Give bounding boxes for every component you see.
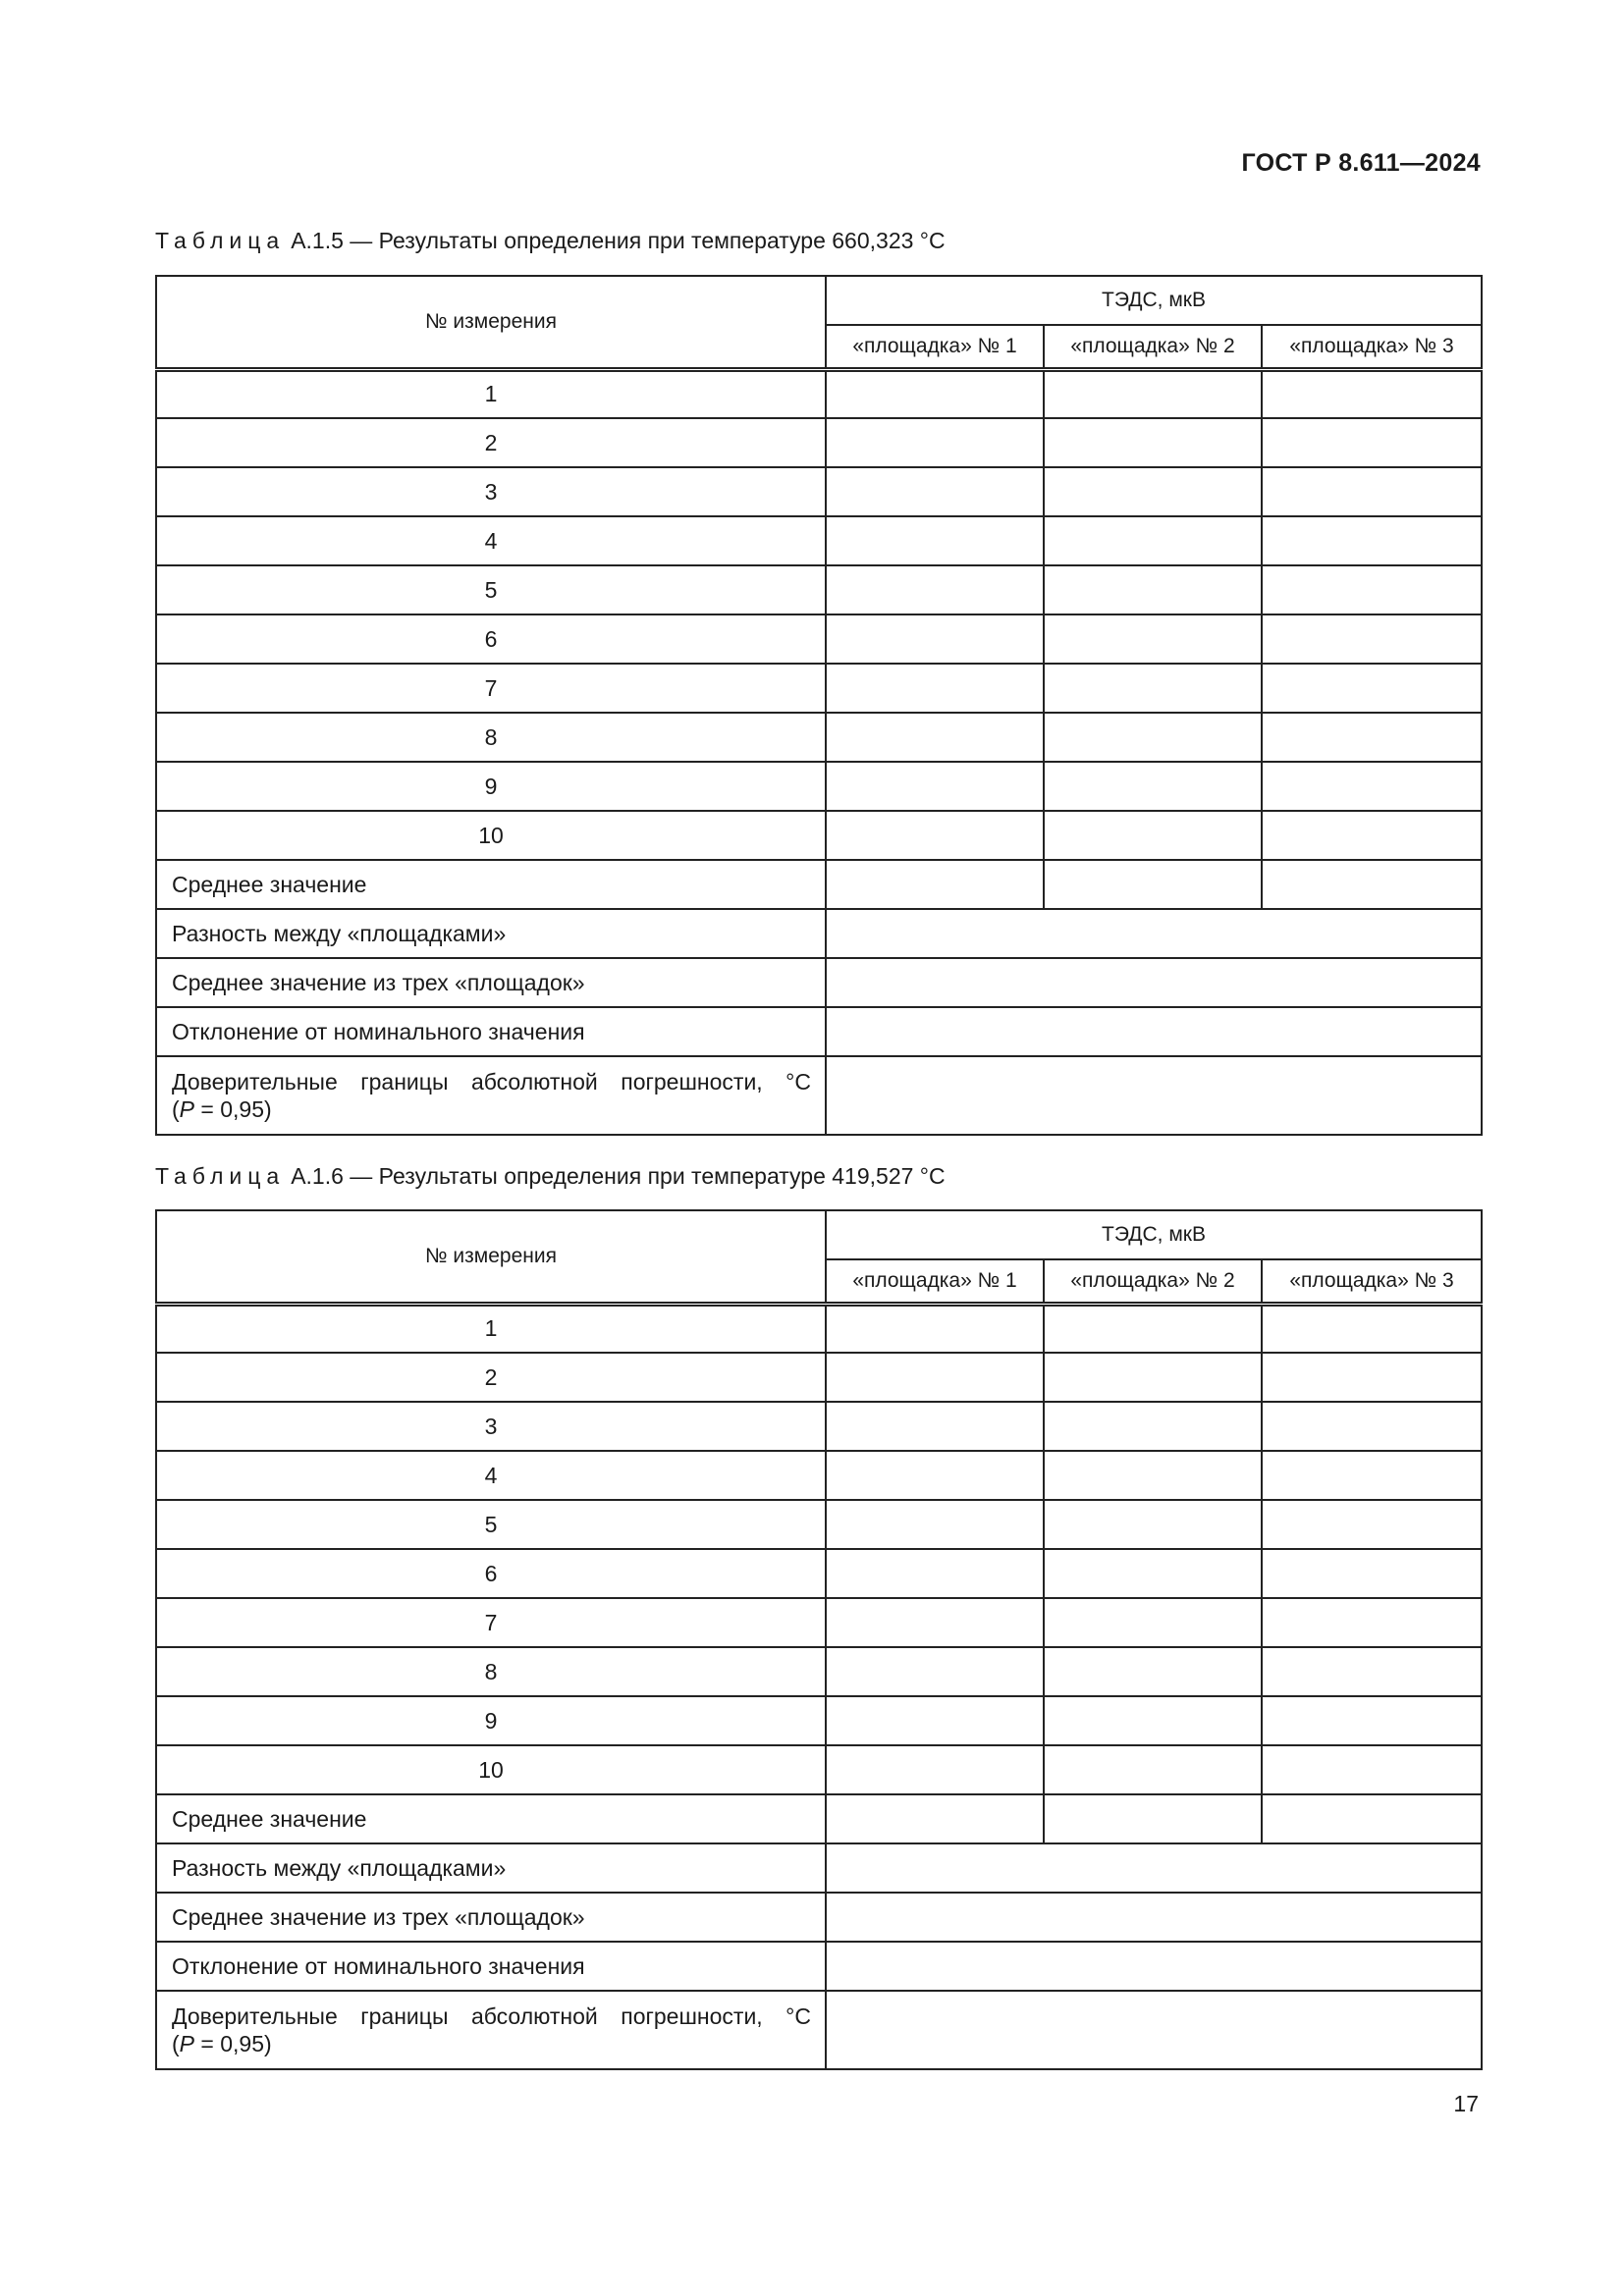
results-table-a16	[155, 1209, 1483, 2070]
value-cell	[1262, 1745, 1482, 1794]
value-cell	[1044, 614, 1262, 664]
mean-label: Среднее значение	[156, 1794, 826, 1843]
value-cell	[1262, 418, 1482, 467]
summary-value-cell	[826, 1991, 1482, 2069]
value-cell	[1262, 1794, 1482, 1843]
table-row	[156, 713, 1482, 762]
summary-row	[156, 909, 1482, 958]
value-cell	[1262, 1500, 1482, 1549]
measurement-number: 6	[156, 614, 826, 664]
measurement-number: 7	[156, 664, 826, 713]
value-cell	[826, 1402, 1044, 1451]
header-site-2: «площадка» № 2	[1044, 1259, 1262, 1304]
results-table-a15	[155, 275, 1483, 1136]
confidence-label	[156, 1991, 826, 2069]
table-row	[156, 1500, 1482, 1549]
measurement-number: 1	[156, 1304, 826, 1353]
value-cell	[1262, 860, 1482, 909]
measurement-number: 3	[156, 1402, 826, 1451]
value-cell	[1044, 418, 1262, 467]
value-cell	[826, 811, 1044, 860]
table-row	[156, 1304, 1482, 1353]
caption-text: А.1.6 — Результаты определения при температуре 419,527 °С	[291, 1163, 946, 1189]
value-cell	[1044, 664, 1262, 713]
summary-row	[156, 1893, 1482, 1942]
p-value: = 0,95)	[194, 2031, 272, 2056]
value-cell	[1044, 860, 1262, 909]
value-cell	[1262, 516, 1482, 565]
value-cell	[826, 369, 1044, 418]
value-cell	[1044, 1549, 1262, 1598]
caption-prefix: Таблица	[155, 228, 286, 253]
p-value: = 0,95)	[194, 1096, 272, 1122]
table-row	[156, 1745, 1482, 1794]
measurement-number: 8	[156, 713, 826, 762]
value-cell	[826, 565, 1044, 614]
value-cell	[1262, 1598, 1482, 1647]
value-cell	[1044, 1304, 1262, 1353]
summary-label: Разность между «площадками»	[156, 909, 826, 958]
summary-value-cell	[826, 909, 1482, 958]
measurement-number: 5	[156, 565, 826, 614]
measurement-number: 2	[156, 418, 826, 467]
value-cell	[1262, 1353, 1482, 1402]
measurement-number: 9	[156, 1696, 826, 1745]
value-cell	[1262, 1549, 1482, 1598]
header-tedc: ТЭДС, мкВ	[826, 1210, 1482, 1259]
measurement-number: 5	[156, 1500, 826, 1549]
table-row	[156, 467, 1482, 516]
header-tedc: ТЭДС, мкВ	[826, 276, 1482, 325]
value-cell	[826, 762, 1044, 811]
value-cell	[826, 1353, 1044, 1402]
value-cell	[1262, 1647, 1482, 1696]
measurement-number: 4	[156, 516, 826, 565]
summary-label: Отклонение от номинального значения	[156, 1007, 826, 1056]
value-cell	[1262, 664, 1482, 713]
summary-value-cell	[826, 1942, 1482, 1991]
value-cell	[1044, 369, 1262, 418]
measurement-number: 7	[156, 1598, 826, 1647]
measurement-number: 6	[156, 1549, 826, 1598]
summary-value-cell	[826, 1893, 1482, 1942]
table-row	[156, 614, 1482, 664]
document-code: ГОСТ Р 8.611—2024	[1241, 149, 1481, 177]
table-row	[156, 369, 1482, 418]
header-site-3: «площадка» № 3	[1262, 1259, 1482, 1304]
value-cell	[1044, 1402, 1262, 1451]
measurement-number: 8	[156, 1647, 826, 1696]
value-cell	[1044, 1794, 1262, 1843]
header-site-3: «площадка» № 3	[1262, 325, 1482, 369]
measurement-number: 3	[156, 467, 826, 516]
confidence-p: (P = 0,95)	[172, 1096, 272, 1122]
confidence-line: Доверительные границы абсолютной погрешности, °С	[172, 1069, 811, 1095]
value-cell	[1262, 762, 1482, 811]
value-cell	[1262, 369, 1482, 418]
value-cell	[1262, 811, 1482, 860]
header-measure: № измерения	[156, 1210, 826, 1304]
value-cell	[1044, 1647, 1262, 1696]
value-cell	[826, 1745, 1044, 1794]
measurement-number: 10	[156, 811, 826, 860]
table-row	[156, 516, 1482, 565]
value-cell	[1262, 1696, 1482, 1745]
table-row	[156, 762, 1482, 811]
confidence-row	[156, 1991, 1482, 2069]
header-site-1: «площадка» № 1	[826, 325, 1044, 369]
mean-label: Среднее значение	[156, 860, 826, 909]
measurement-number: 10	[156, 1745, 826, 1794]
confidence-label	[156, 1056, 826, 1135]
value-cell	[1262, 1402, 1482, 1451]
value-cell	[1262, 565, 1482, 614]
page-number: 17	[1453, 2091, 1479, 2116]
value-cell	[1262, 1304, 1482, 1353]
caption-text: А.1.5 — Результаты определения при температуре 660,323 °С	[291, 228, 946, 253]
value-cell	[826, 1549, 1044, 1598]
header-site-1: «площадка» № 1	[826, 1259, 1044, 1304]
summary-row	[156, 1007, 1482, 1056]
value-cell	[1044, 1696, 1262, 1745]
value-cell	[826, 1598, 1044, 1647]
value-cell	[1044, 1598, 1262, 1647]
value-cell	[1262, 1451, 1482, 1500]
value-cell	[826, 860, 1044, 909]
value-cell	[826, 516, 1044, 565]
value-cell	[1262, 713, 1482, 762]
value-cell	[826, 1451, 1044, 1500]
summary-label: Среднее значение из трех «площадок»	[156, 1893, 826, 1942]
value-cell	[826, 614, 1044, 664]
value-cell	[1044, 565, 1262, 614]
value-cell	[1044, 1451, 1262, 1500]
table-row	[156, 1549, 1482, 1598]
table-row	[156, 1402, 1482, 1451]
p-symbol: P	[179, 2031, 195, 2056]
value-cell	[1044, 811, 1262, 860]
table-row	[156, 1451, 1482, 1500]
summary-value-cell	[826, 958, 1482, 1007]
summary-value-cell	[826, 1843, 1482, 1893]
table-row	[156, 1696, 1482, 1745]
summary-value-cell	[826, 1056, 1482, 1135]
value-cell	[1044, 762, 1262, 811]
value-cell	[826, 1696, 1044, 1745]
summary-row	[156, 1942, 1482, 1991]
value-cell	[826, 713, 1044, 762]
summary-value-cell	[826, 1007, 1482, 1056]
mean-row	[156, 1794, 1482, 1843]
measurement-number: 2	[156, 1353, 826, 1402]
table-caption-a16	[155, 1163, 946, 1190]
table-row	[156, 811, 1482, 860]
value-cell	[1044, 467, 1262, 516]
caption-prefix: Таблица	[155, 1163, 286, 1189]
value-cell	[826, 1794, 1044, 1843]
measurement-number: 9	[156, 762, 826, 811]
table-row	[156, 418, 1482, 467]
confidence-line: Доверительные границы абсолютной погрешности, °С	[172, 2003, 811, 2029]
value-cell	[1044, 1745, 1262, 1794]
value-cell	[1044, 1353, 1262, 1402]
value-cell	[1044, 516, 1262, 565]
value-cell	[1044, 713, 1262, 762]
value-cell	[826, 664, 1044, 713]
mean-row	[156, 860, 1482, 909]
measurement-number: 4	[156, 1451, 826, 1500]
value-cell	[1044, 1500, 1262, 1549]
value-cell	[826, 1647, 1044, 1696]
summary-label: Разность между «площадками»	[156, 1843, 826, 1893]
p-symbol: P	[179, 1096, 195, 1122]
table-row	[156, 1598, 1482, 1647]
table-caption-a15	[155, 228, 946, 254]
summary-row	[156, 958, 1482, 1007]
table-row	[156, 1353, 1482, 1402]
value-cell	[1262, 614, 1482, 664]
value-cell	[826, 418, 1044, 467]
summary-label: Среднее значение из трех «площадок»	[156, 958, 826, 1007]
header-measure: № измерения	[156, 276, 826, 369]
confidence-row	[156, 1056, 1482, 1135]
measurement-number: 1	[156, 369, 826, 418]
value-cell	[1262, 467, 1482, 516]
confidence-p: (P = 0,95)	[172, 2031, 272, 2056]
summary-label: Отклонение от номинального значения	[156, 1942, 826, 1991]
header-site-2: «площадка» № 2	[1044, 325, 1262, 369]
value-cell	[826, 1304, 1044, 1353]
summary-row	[156, 1843, 1482, 1893]
value-cell	[826, 467, 1044, 516]
value-cell	[826, 1500, 1044, 1549]
table-row	[156, 664, 1482, 713]
table-row	[156, 565, 1482, 614]
table-row	[156, 1647, 1482, 1696]
